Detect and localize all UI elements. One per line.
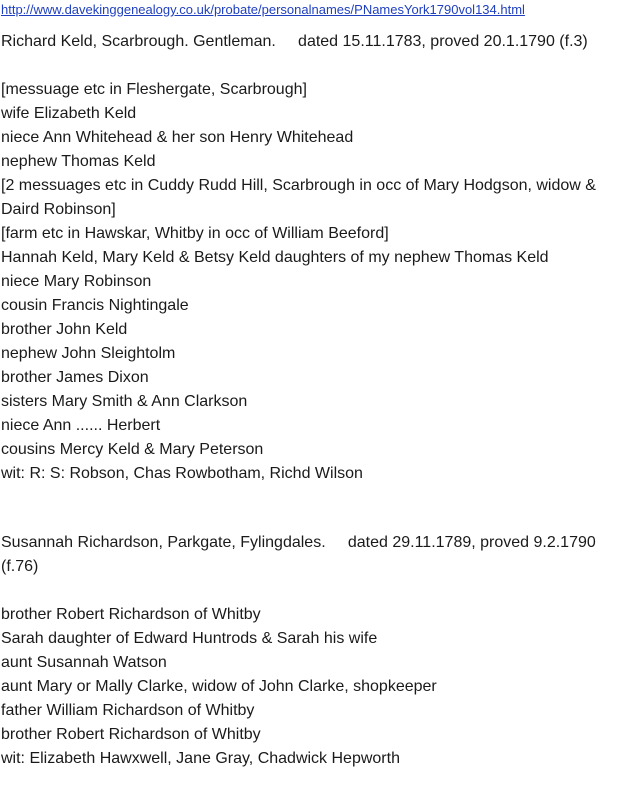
bequest-line: niece Ann Whitehead & her son Henry Whitehead	[1, 129, 354, 146]
bequest-line: Hannah Keld, Mary Keld & Betsy Keld daughters of my nephew Thomas Keld	[1, 249, 549, 266]
bequest-line: niece Mary Robinson	[1, 273, 152, 290]
entry-header: Susannah Richardson, Parkgate, Fylingdales. dated 29.11.1789, proved 9.2.1790 (f.76)	[1, 534, 601, 575]
bequest-line: [2 messuages etc in Cuddy Rudd Hill, Scarbrough in occ of Mary Hodgson, widow & Daird Robinson]	[1, 177, 601, 218]
source-url-link[interactable]: http://www.davekinggenealogy.co.uk/probate/personalnames/PNamesYork1790vol134.html	[1, 2, 525, 17]
blank-line	[1, 54, 629, 78]
bequest-line: aunt Mary or Mally Clarke, widow of John Clarke, shopkeeper	[1, 678, 437, 695]
bequest-line: cousin Francis Nightingale	[1, 297, 189, 314]
bequest-line: niece Ann ...... Herbert	[1, 417, 161, 434]
bequest-line: wife Elizabeth Keld	[1, 105, 137, 122]
bequest-line: brother Robert Richardson of Whitby	[1, 726, 261, 743]
bequest-line: Sarah daughter of Edward Huntrods & Sarah his wife	[1, 630, 378, 647]
bequest-line: brother John Keld	[1, 321, 128, 338]
bequest-line: [messuage etc in Fleshergate, Scarbrough]	[1, 81, 307, 98]
entry-header: Richard Keld, Scarbrough. Gentleman. dated 15.11.1783, proved 20.1.1790 (f.3)	[1, 33, 588, 50]
witness-line: wit: R: S: Robson, Chas Rowbotham, Richd Wilson	[1, 465, 363, 482]
blank-line	[1, 579, 629, 603]
bequest-line: nephew John Sleightolm	[1, 345, 176, 362]
bequest-line: aunt Susannah Watson	[1, 654, 167, 671]
bequest-line: brother Robert Richardson of Whitby	[1, 606, 261, 623]
bequest-line: sisters Mary Smith & Ann Clarkson	[1, 393, 248, 410]
bequest-line: [farm etc in Hawskar, Whitby in occ of William Beeford]	[1, 225, 389, 242]
probate-entry	[1, 531, 629, 771]
witness-line: wit: Elizabeth Hawxwell, Jane Gray, Chadwick Hepworth	[1, 750, 400, 767]
bequest-line: father William Richardson of Whitby	[1, 702, 255, 719]
bequest-line: nephew Thomas Keld	[1, 153, 156, 170]
bequest-line: brother James Dixon	[1, 369, 149, 386]
bequest-line: cousins Mercy Keld & Mary Peterson	[1, 441, 264, 458]
probate-entry	[1, 30, 629, 486]
